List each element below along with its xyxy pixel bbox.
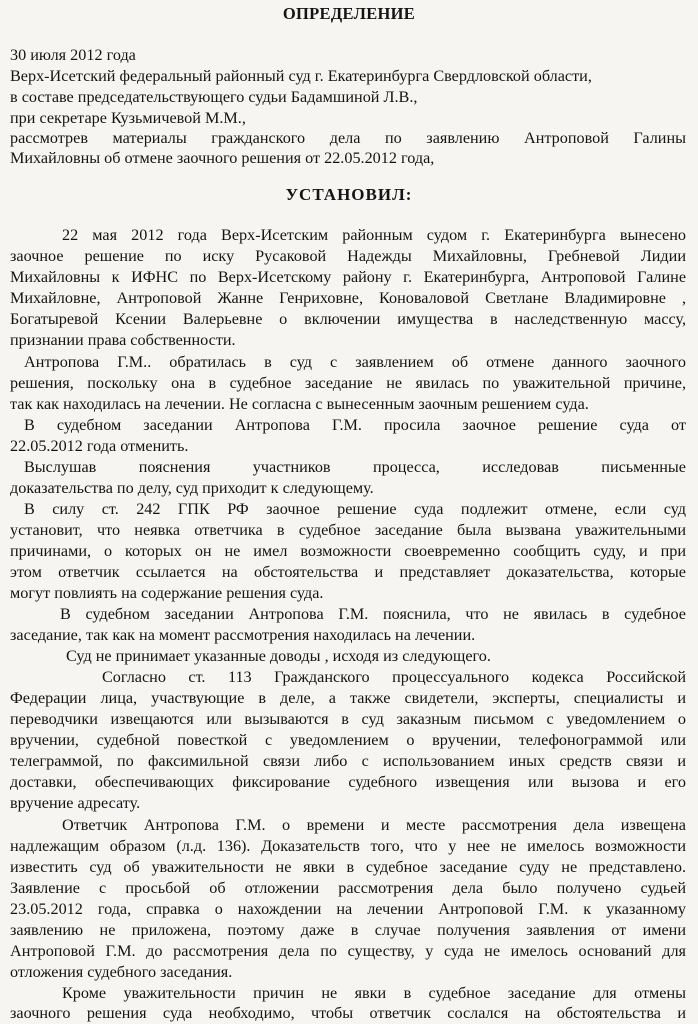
body-line: Заявление с просьбой об отложении рассмотрения дела было получено судьей bbox=[10, 879, 686, 897]
body-line: вручение адресату. bbox=[10, 794, 141, 812]
body-line: доставки, обеспечивающих фиксирование судебного извещения или вызова и его bbox=[10, 773, 686, 791]
body-line: доказательства по делу, суд приходит к следующему. bbox=[10, 479, 374, 497]
body-line: известить суд об уважительности не явки в судебное заседание суду не представлено. bbox=[10, 858, 686, 876]
body-line: заявлению не приложена, поэтому даже в случае получения заявления от имени bbox=[10, 921, 686, 939]
header-date: 30 июля 2012 года bbox=[10, 46, 136, 64]
body-line: В судебном заседании Антропова Г.М. пояснила, что не явилась в судебное bbox=[60, 605, 686, 623]
body-line: могут повлиять на содержание решения суда. bbox=[10, 584, 324, 602]
body-line: 22 мая 2012 года Верх-Исетским районным судом г. Екатеринбурга вынесено bbox=[62, 226, 686, 244]
body-line: заседание, так как на момент рассмотрения находилась на лечении. bbox=[10, 626, 476, 644]
section-heading: УСТАНОВИЛ: bbox=[285, 185, 413, 204]
body-line: заочного решения суда необходимо, чтобы ответчик сослался на обстоятельства и bbox=[10, 1004, 686, 1022]
body-line: Федерации лица, участвующие в деле, а также свидетели, эксперты, специалисты и bbox=[10, 689, 686, 707]
body-line: В силу ст. 242 ГПК РФ заочное решение суда подлежит отмене, если суд bbox=[24, 500, 686, 518]
body-line: Выслушав пояснения участников процесса, исследовав письменные bbox=[24, 458, 686, 476]
body-line: Согласно ст. 113 Гражданского процессуального кодекса Российской bbox=[102, 668, 686, 686]
body-line: надлежащим образом (л.д. 136). Доказательств того, что у нее не имелось возможности bbox=[10, 837, 686, 855]
body-line: так как находилась на лечении. Не согласна с вынесенным заочным решением суда. bbox=[10, 395, 589, 413]
body-line: отложения судебного заседания. bbox=[10, 963, 233, 981]
body-line: Суд не принимает указанные доводы , исходя из следующего. bbox=[66, 647, 491, 665]
body-line: установит, что неявка ответчика в судебное заседание была вызвана уважительными bbox=[10, 521, 686, 539]
body-line: Михайловны к ИФНС по Верх-Исетскому району г. Екатеринбурга, Антроповой Галине bbox=[10, 268, 686, 286]
header-case-line: Михайловны об отмене заочного решения от 22.05.2012 года, bbox=[10, 149, 435, 167]
header-court: Верх-Исетский федеральный районный суд г. Екатеринбурга Свердловской области, bbox=[10, 67, 592, 85]
body-line: признании права собственности. bbox=[10, 331, 236, 349]
document-title: ОПРЕДЕЛЕНИЕ bbox=[282, 4, 416, 23]
body-line: Кроме уважительности причин не явки в судебное заседание для отмены bbox=[62, 984, 686, 1002]
header-judge: в составе председательствующего судьи Бадамшиной Л.В., bbox=[10, 88, 418, 106]
body-line: Михайловне, Антроповой Жанне Генриховне, Коноваловой Светлане Владимировне , bbox=[10, 289, 686, 307]
body-line: Антроповой Г.М. до рассмотрения дела по существу, у суда не имелось оснований для bbox=[10, 942, 686, 960]
body-line: переводчики извещаются или вызываются в суд заказным письмом с уведомлением о bbox=[10, 710, 686, 728]
body-line: этом ответчик ссылается на обстоятельства и представляет доказательства, которые bbox=[10, 563, 686, 581]
body-line: телеграммой, по факсимильной связи либо с использованием иных средств связи и bbox=[10, 752, 686, 770]
body-line: решения, поскольку она в судебное заседание не явилась по уважительной причине, bbox=[10, 374, 686, 392]
body-line: вручении, судебной повесткой с уведомлением о вручении, телефонограммой или bbox=[10, 731, 686, 749]
body-line: 23.05.2012 года, справка о нахождении на лечении Антроповой Г.М. к указанному bbox=[10, 900, 686, 918]
header-case-line: рассмотрев материалы гражданского дела по заявлению Антроповой Галины bbox=[10, 129, 686, 147]
body-line: Антропова Г.М.. обратилась в суд с заявлением об отмене данного заочного bbox=[24, 353, 686, 371]
body-line: Богатыревой Ксении Валерьевне о включении имущества в наследственную массу, bbox=[10, 310, 686, 328]
body-line: Ответчик Антропова Г.М. о времени и месте рассмотрения дела извещена bbox=[62, 816, 686, 834]
header-secretary: при секретаре Кузьмичевой М.М., bbox=[10, 109, 246, 127]
body-line: 22.05.2012 года отменить. bbox=[10, 437, 189, 455]
body-line: причинами, о которых он не имел возможности своевременно сообщить суду, и при bbox=[10, 542, 686, 560]
body-line: В судебном заседании Антропова Г.М. просила заочное решение суда от bbox=[24, 416, 686, 434]
body-line: заочное решение по иску Русаковой Надежды Михайловны, Гребневой Лидии bbox=[10, 247, 686, 265]
